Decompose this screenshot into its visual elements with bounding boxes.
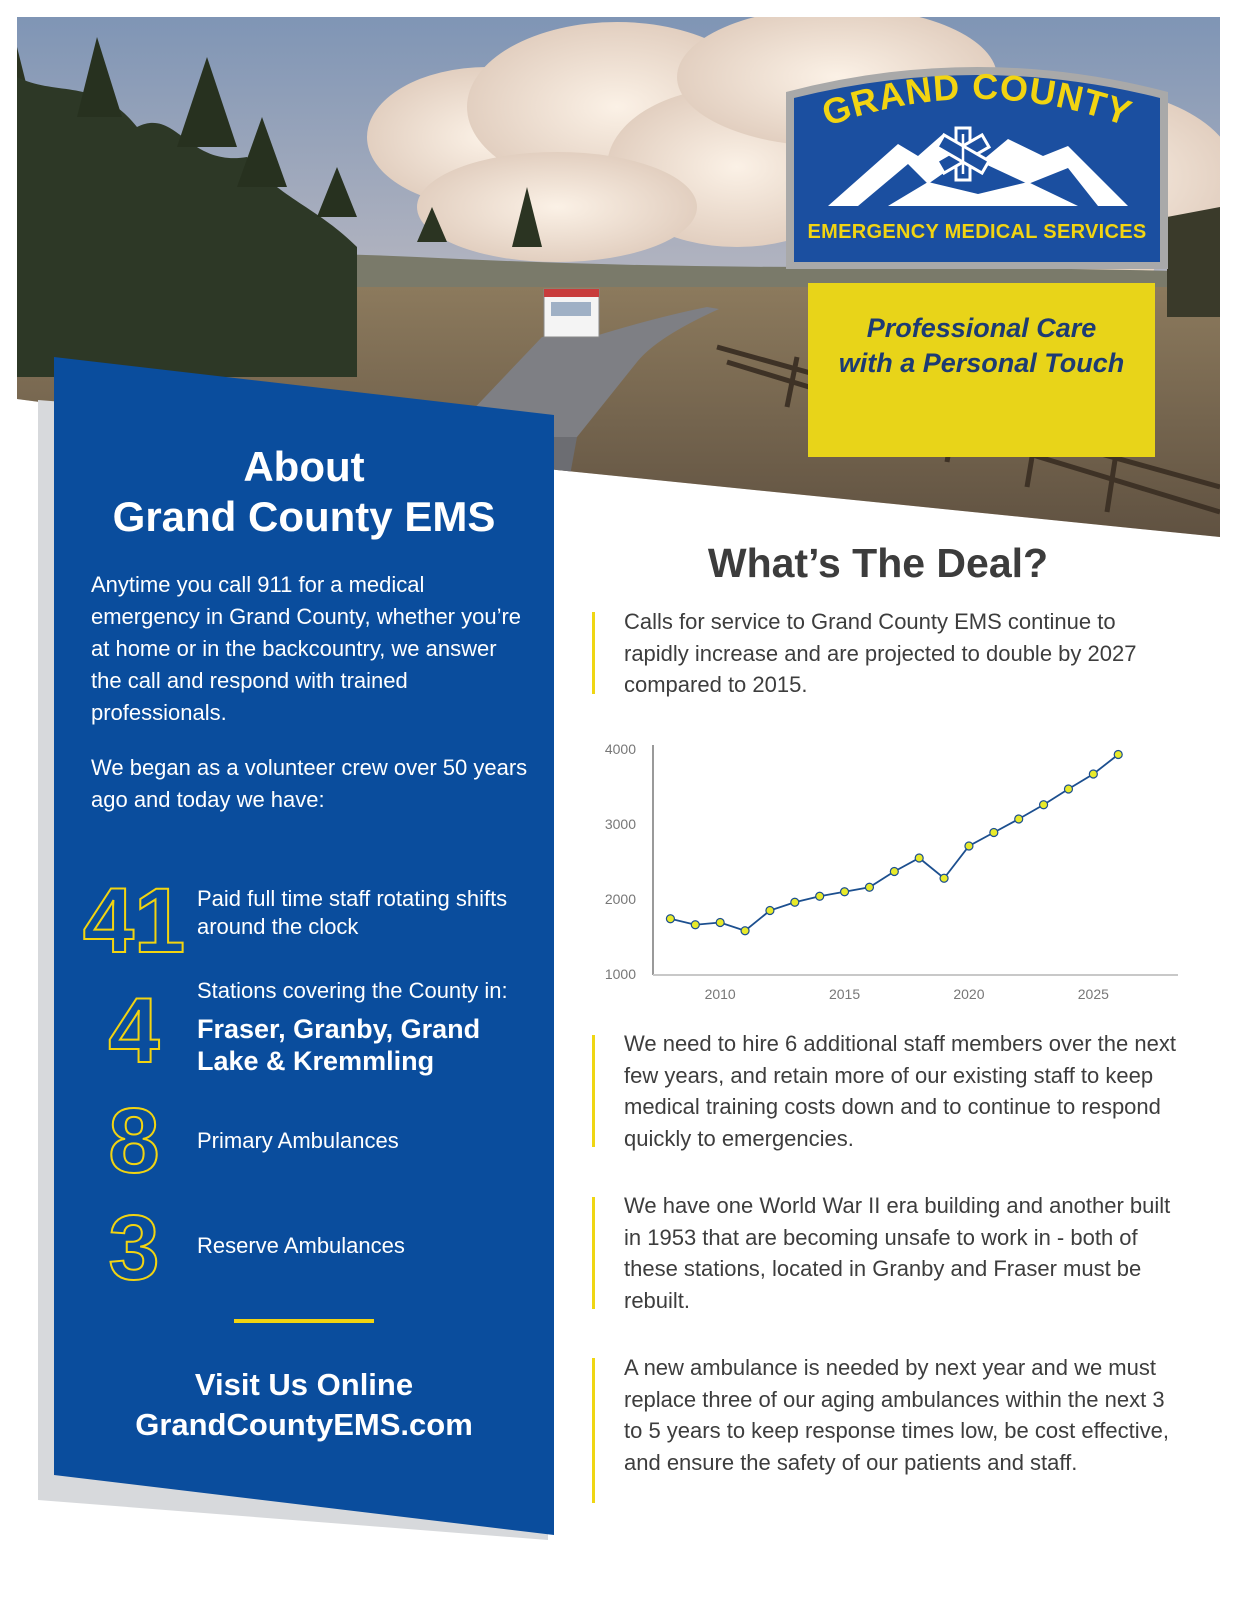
calls-line-chart	[598, 735, 1178, 1010]
stat-number-staff: 41	[82, 870, 186, 972]
data-point	[1114, 751, 1122, 759]
data-point	[890, 868, 898, 876]
data-point	[666, 915, 674, 923]
calls-chart	[598, 735, 1178, 1010]
data-point	[716, 919, 724, 927]
stat-stations-locations: Fraser, Granby, Grand Lake & Kremmling	[197, 1014, 481, 1076]
data-point	[841, 888, 849, 896]
x-tick-label: 2020	[953, 986, 985, 1002]
y-tick-label: 2000	[604, 891, 636, 907]
visit-heading: Visit Us Online	[194, 1367, 414, 1402]
data-point	[791, 898, 799, 906]
data-point	[1015, 815, 1023, 823]
stat-number-stations: 4	[108, 980, 160, 1082]
stat-label-reserve-ambulances: Reserve Ambulances	[197, 1233, 405, 1258]
accent-bar-4	[592, 1358, 595, 1503]
data-point	[741, 927, 749, 935]
stat-number-reserve-ambulances: 3	[108, 1197, 160, 1299]
about-title-line2: Grand County EMS	[112, 493, 496, 540]
about-title	[54, 442, 554, 542]
data-point	[1089, 770, 1097, 778]
x-tick-label: 2015	[828, 986, 861, 1002]
deal-paragraph-3: We have one World War II era building and another built in 1953 that are becoming unsafe to work in - both of these stations, located in Granby and Fraser must be rebuilt.	[624, 1193, 1171, 1313]
data-point	[1064, 785, 1072, 793]
data-point	[965, 842, 973, 850]
data-point	[940, 874, 948, 882]
y-tick-label: 1000	[604, 966, 636, 982]
data-point	[691, 921, 699, 929]
tagline-line2: with a Personal Touch	[838, 348, 1125, 378]
tagline-box	[808, 283, 1155, 457]
badge-subtitle: EMERGENCY MEDICAL SERVICES	[807, 221, 1147, 243]
x-tick-label: 2025	[1077, 986, 1109, 1002]
accent-bar-1	[592, 612, 595, 694]
panel-divider	[234, 1319, 374, 1323]
calls-series-line	[670, 755, 1118, 931]
about-paragraph-1: Anytime you call 911 for a medical emergency in Grand County, whether you’re at home or in the backcountry, we answer the call and respond with trained professionals.	[91, 572, 522, 725]
about-paragraph-2: We began as a volunteer crew over 50 years ago and today we have:	[91, 755, 528, 812]
y-tick-label: 4000	[604, 741, 636, 757]
x-tick-label: 2010	[704, 986, 736, 1002]
data-point	[766, 907, 774, 915]
about-panel	[54, 357, 554, 1535]
deal-paragraph-1: Calls for service to Grand County EMS continue to rapidly increase and are projected to double by 2027 compared to 2015.	[624, 609, 1137, 697]
stat-label-staff: Paid full time staff rotating shifts around the clock	[197, 886, 508, 939]
y-tick-label: 3000	[604, 816, 636, 832]
data-point	[990, 829, 998, 837]
deal-paragraph-2: We need to hire 6 additional staff members over the next few years, and retain more of our existing staff to keep medical training costs down and to continue to respond quickly to emergencies.	[624, 1031, 1176, 1151]
star-of-life-icon	[933, 124, 993, 184]
data-point	[1040, 801, 1048, 809]
website-link[interactable]: GrandCountyEMS.com	[135, 1407, 473, 1442]
stat-label-stations	[197, 977, 542, 1077]
tagline	[808, 311, 1155, 381]
logo-badge	[768, 64, 1186, 284]
accent-bar-2	[592, 1035, 595, 1147]
visit-online	[54, 1365, 554, 1445]
data-point	[915, 854, 923, 862]
stat-label-primary-ambulances: Primary Ambulances	[197, 1128, 399, 1153]
stat-number-primary-ambulances: 8	[108, 1090, 160, 1192]
stat-label-stations-text: Stations covering the County in:	[197, 978, 508, 1003]
about-title-line1: About	[243, 443, 365, 490]
data-point	[816, 892, 824, 900]
deal-title: What’s The Deal?	[707, 540, 1049, 586]
tagline-line1: Professional Care	[866, 313, 1097, 343]
deal-paragraph-4: A new ambulance is needed by next year and we must replace three of our aging ambulances within the next 3 to 5 years to keep response times low, be cost effective, and ensure the safety of our patients and staff.	[624, 1355, 1169, 1475]
badge-title: GRAND COUNTY	[816, 65, 1138, 134]
accent-bar-3	[592, 1197, 595, 1309]
data-point	[865, 883, 873, 891]
